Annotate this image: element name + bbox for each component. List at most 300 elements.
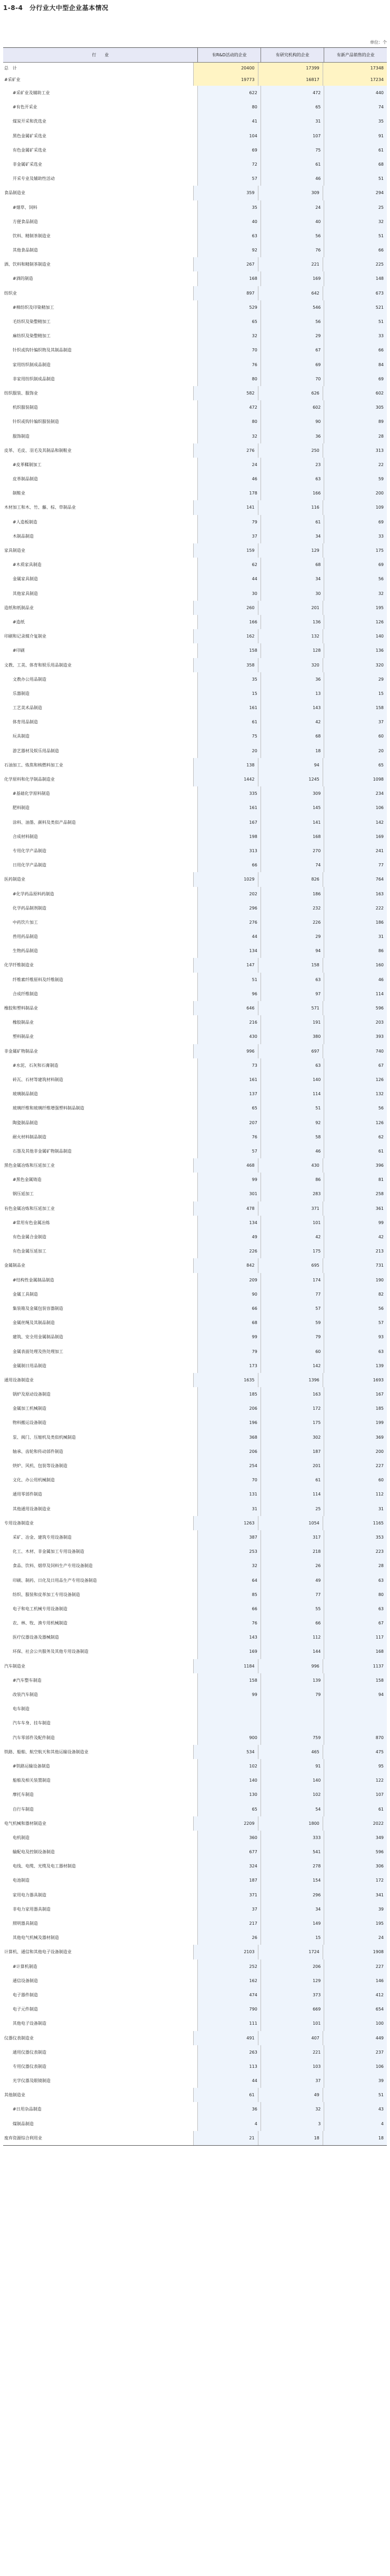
value-newproduct: 306 — [324, 1859, 387, 1873]
value-newproduct: 449 — [323, 2031, 387, 2045]
value-newproduct: 596 — [324, 1845, 387, 1859]
value-rd: 64 — [197, 1573, 261, 1588]
value-research: 79 — [261, 1688, 324, 1702]
table-row — [3, 243, 387, 257]
table-row — [3, 1116, 387, 1130]
industry-name: 耐火材料制品制造 — [13, 1134, 46, 1139]
value-newproduct: 93 — [324, 1330, 387, 1344]
value-rd: 70 — [197, 1473, 261, 1487]
value-rd: 209 — [197, 1273, 261, 1287]
industry-name: 煤炭开采和洗选业 — [13, 119, 46, 124]
industry-name: 游艺器材及娱乐用品制造 — [13, 748, 59, 753]
value-newproduct: 160 — [323, 958, 387, 972]
table-row — [3, 157, 387, 171]
table-row — [3, 2131, 387, 2145]
value-rd — [197, 1716, 261, 1730]
value-research: 172 — [261, 1401, 324, 1416]
industry-name: #印刷 — [13, 648, 25, 653]
industry-name: 建筑、安全用金属制品制造 — [13, 1335, 63, 1340]
industry-name: 电气机械和器材制造业 — [4, 1821, 46, 1826]
value-rd: 158 — [197, 1673, 261, 1688]
value-rd: 21 — [193, 2131, 257, 2145]
value-rd: 37 — [197, 529, 261, 543]
value-rd: 73 — [197, 1058, 261, 1073]
table-row — [3, 429, 387, 443]
table-row — [3, 1816, 387, 1831]
value-research: 186 — [261, 887, 324, 901]
value-research: 51 — [261, 1101, 324, 1115]
table-row — [3, 744, 387, 758]
table-row — [3, 701, 387, 715]
value-newproduct: 190 — [324, 1273, 387, 1287]
table-row — [3, 1130, 387, 1144]
value-research: 30 — [261, 587, 324, 601]
industry-name: #日用杂品制造 — [13, 2107, 42, 2112]
table-row — [3, 1044, 387, 1058]
value-rd: 790 — [197, 2002, 261, 2016]
industry-name: 针织或钩针编织物及其制品制造 — [13, 348, 72, 353]
value-newproduct: 294 — [323, 186, 387, 200]
industry-name: 家用电力器具制造 — [13, 1892, 46, 1897]
value-newproduct: 234 — [324, 786, 387, 801]
value-newproduct: 28 — [324, 429, 387, 443]
value-newproduct: 349 — [324, 1831, 387, 1845]
industry-name: #造纸 — [13, 619, 25, 624]
value-newproduct: 361 — [323, 1201, 387, 1216]
value-research: 97 — [261, 987, 324, 1001]
industry-name: 化学纤维制造业 — [4, 963, 34, 968]
value-rd: 646 — [193, 1001, 257, 1015]
table-row — [3, 400, 387, 415]
table-row — [3, 1029, 387, 1044]
value-rd: 80 — [197, 100, 261, 114]
table-row — [3, 1416, 387, 1430]
value-research: 175 — [261, 1244, 324, 1258]
industry-name: 金属制品业 — [4, 1263, 25, 1268]
industry-name: 化学药品制剂制造 — [13, 905, 46, 911]
value-newproduct: 596 — [323, 1001, 387, 1015]
value-research: 116 — [258, 500, 323, 514]
table-row — [3, 1502, 387, 1516]
industry-name: 输配电及控制设备制造 — [13, 1850, 55, 1855]
table-row — [3, 1931, 387, 1945]
value-research: 1054 — [258, 1516, 323, 1530]
value-rd: 226 — [197, 1244, 261, 1258]
industry-name: 其他电子设备制造 — [13, 2021, 46, 2026]
value-rd: 253 — [197, 1544, 261, 1559]
value-rd: 202 — [197, 887, 261, 901]
value-newproduct — [324, 1716, 387, 1730]
value-newproduct: 475 — [323, 1745, 387, 1759]
value-research: 56 — [261, 315, 324, 329]
industry-name: 纺织、服装和皮革加工专用设备制造 — [13, 1592, 80, 1597]
value-rd: 32 — [197, 1559, 261, 1573]
industry-name: 制鞋业 — [13, 491, 25, 496]
industry-name: 专用设备制造业 — [4, 1520, 34, 1526]
table-row — [3, 572, 387, 586]
table-row — [3, 2045, 387, 2059]
table-row — [3, 1473, 387, 1487]
table-row — [3, 1644, 387, 1659]
industry-name: 金属表面处理及热处理加工 — [13, 1349, 63, 1354]
value-research: 250 — [258, 443, 323, 458]
table-row — [3, 1273, 387, 1287]
table-row — [3, 343, 387, 357]
value-research: 373 — [261, 1988, 324, 2002]
value-newproduct: 29 — [324, 672, 387, 686]
value-newproduct: 63 — [324, 1602, 387, 1616]
table-row — [3, 1945, 387, 1959]
table-row — [3, 229, 387, 243]
table-row — [3, 100, 387, 114]
industry-name: #基础化学原料制造 — [13, 791, 50, 796]
table-row — [3, 1173, 387, 1187]
value-research: 154 — [261, 1873, 324, 1887]
value-research: 129 — [261, 1974, 324, 1988]
value-rd: 46 — [197, 472, 261, 486]
table-row — [3, 973, 387, 987]
value-research: 602 — [261, 400, 324, 415]
industry-name: 计算机、通信和其他电子设备制造业 — [4, 1949, 72, 1955]
value-newproduct: 106 — [324, 801, 387, 815]
value-research: 94 — [258, 758, 323, 772]
value-research: 61 — [261, 157, 324, 171]
value-rd: 31 — [197, 1502, 261, 1516]
table-row — [3, 257, 387, 271]
value-rd: 296 — [197, 901, 261, 915]
value-research: 91 — [261, 1759, 324, 1773]
value-newproduct: 172 — [324, 1873, 387, 1887]
industry-name: 锅炉及原动设备制造 — [13, 1392, 51, 1397]
value-rd: 1184 — [193, 1659, 257, 1673]
industry-name: 陶瓷制品制造 — [13, 1120, 38, 1125]
value-research: 46 — [261, 1144, 324, 1158]
value-research: 143 — [261, 701, 324, 715]
value-research — [261, 1702, 324, 1716]
table-row — [3, 1487, 387, 1501]
industry-name: 采矿、冶金、建筑专用设备制造 — [13, 1534, 72, 1540]
value-rd: 40 — [197, 215, 261, 229]
value-research: 101 — [261, 1216, 324, 1230]
industry-name: 玩具制造 — [13, 734, 29, 739]
value-research: 201 — [258, 601, 323, 615]
value-newproduct: 200 — [324, 1444, 387, 1459]
value-rd: 143 — [197, 1630, 261, 1644]
table-row — [3, 386, 387, 400]
value-research: 49 — [258, 2088, 323, 2102]
value-rd: 472 — [197, 400, 261, 415]
table-row — [3, 2117, 387, 2131]
industry-name: 医疗仪器设备及器械制造 — [13, 1635, 59, 1640]
value-research: 169 — [261, 271, 324, 286]
table-row — [3, 415, 387, 429]
value-research: 40 — [261, 215, 324, 229]
value-rd: 1263 — [193, 1516, 257, 1530]
industry-name: 工艺美术品制造 — [13, 705, 42, 711]
table-header — [3, 48, 387, 63]
value-rd: 99 — [197, 1173, 261, 1187]
table-row — [3, 830, 387, 844]
table-row — [3, 944, 387, 958]
value-research: 642 — [258, 286, 323, 300]
industry-name: 金属加工机械制造 — [13, 1406, 46, 1411]
value-newproduct: 56 — [324, 572, 387, 586]
table-row — [3, 1688, 387, 1702]
value-research: 129 — [258, 543, 323, 558]
value-rd: 20 — [197, 744, 261, 758]
value-newproduct: 225 — [323, 257, 387, 271]
industry-name: 铁路、船舶、航空航天和其他运输设备制造业 — [4, 1749, 88, 1754]
value-newproduct: 393 — [324, 1029, 387, 1044]
value-research: 46 — [261, 171, 324, 186]
value-research: 65 — [261, 100, 324, 114]
industry-name: 光学仪器及眼镜制造 — [13, 2078, 51, 2084]
industry-name: 化工、木材、非金属加工专用设备制造 — [13, 1549, 84, 1554]
industry-name: 合成材料制造 — [13, 834, 38, 839]
value-newproduct: 1098 — [323, 772, 387, 786]
value-research: 107 — [261, 129, 324, 143]
table-row — [3, 1544, 387, 1559]
value-rd: 169 — [197, 1644, 261, 1659]
industry-name: 化学原料和化学制品制造业 — [4, 777, 55, 782]
value-rd: 72 — [197, 157, 261, 171]
value-rd: 158 — [197, 643, 261, 658]
value-rd: 61 — [197, 715, 261, 729]
value-research: 86 — [261, 1173, 324, 1187]
value-research: 79 — [261, 1330, 324, 1344]
value-newproduct: 61 — [324, 143, 387, 157]
value-newproduct: 51 — [323, 2088, 387, 2102]
value-research: 759 — [261, 1731, 324, 1745]
value-newproduct: 51 — [324, 229, 387, 243]
industry-name: 物料搬运设备制造 — [13, 1420, 46, 1426]
industry-name: 毛纺织及染整精加工 — [13, 319, 51, 324]
value-newproduct: 51 — [324, 171, 387, 186]
industry-name: 橡胶和塑料制品业 — [4, 1006, 38, 1011]
value-newproduct: 35 — [324, 114, 387, 128]
table-row — [3, 1073, 387, 1087]
industry-name: 造纸和纸制品业 — [4, 605, 34, 610]
value-rd: 368 — [197, 1430, 261, 1444]
value-newproduct: 222 — [324, 901, 387, 915]
industry-name: 金属丝绳及其制品制造 — [13, 1320, 55, 1326]
value-research: 13 — [261, 686, 324, 701]
value-rd: 66 — [197, 1301, 261, 1316]
value-research: 34 — [261, 1902, 324, 1916]
industry-name: 电机制造 — [13, 1835, 29, 1840]
value-research: 149 — [261, 1916, 324, 1931]
table-row — [3, 1387, 387, 1401]
value-rd: 68 — [197, 1316, 261, 1330]
value-rd: 996 — [193, 1044, 257, 1058]
value-newproduct: 169 — [324, 830, 387, 844]
section-research: 16817 — [258, 74, 323, 86]
industry-name: 煤制品制造 — [13, 2121, 34, 2126]
value-rd: 900 — [197, 1731, 261, 1745]
value-rd: 276 — [193, 443, 257, 458]
value-rd: 1635 — [193, 1373, 257, 1387]
value-rd: 842 — [193, 1258, 257, 1272]
table-row — [3, 458, 387, 472]
value-rd: 104 — [197, 129, 261, 143]
value-research: 626 — [258, 386, 323, 400]
value-rd: 99 — [197, 1330, 261, 1344]
industry-name: 非金属矿采选业 — [13, 161, 42, 167]
value-newproduct: 18 — [323, 2131, 387, 2145]
table-row — [3, 715, 387, 729]
value-research: 465 — [258, 1745, 323, 1759]
table-row — [3, 1588, 387, 1602]
industry-name: 专用化学产品制造 — [13, 848, 46, 853]
value-rd: 75 — [197, 729, 261, 743]
value-research: 1245 — [258, 772, 323, 786]
value-research: 1396 — [258, 1373, 323, 1387]
table-row — [3, 86, 387, 100]
table-row — [3, 658, 387, 672]
table-row — [3, 1158, 387, 1173]
table-row — [3, 286, 387, 300]
value-newproduct: 764 — [323, 872, 387, 886]
table-row — [3, 2059, 387, 2074]
table-row — [3, 2088, 387, 2102]
value-newproduct: 199 — [324, 1416, 387, 1430]
value-rd: 57 — [197, 171, 261, 186]
value-research: 141 — [261, 815, 324, 830]
value-rd: 267 — [193, 257, 257, 271]
value-rd: 335 — [197, 786, 261, 801]
value-rd: 217 — [197, 1916, 261, 1931]
table-row — [3, 2031, 387, 2045]
table-row — [3, 1702, 387, 1716]
value-newproduct: 305 — [324, 400, 387, 415]
value-rd: 30 — [197, 587, 261, 601]
industry-name: 照明器具制造 — [13, 1921, 38, 1926]
value-research: 144 — [261, 1644, 324, 1659]
value-research: 94 — [261, 944, 324, 958]
industry-name: 其他通用设备制造业 — [13, 1506, 51, 1511]
value-research: 24 — [261, 200, 324, 215]
value-newproduct: 81 — [324, 1173, 387, 1187]
value-research: 70 — [261, 372, 324, 386]
table-row — [3, 786, 387, 801]
industry-name: 医药制造业 — [4, 877, 25, 882]
table-row — [3, 1902, 387, 1916]
value-rd: 371 — [197, 1888, 261, 1902]
value-rd: 622 — [197, 86, 261, 100]
value-rd: 206 — [197, 1444, 261, 1459]
industry-name: #水泥、石灰和石膏制造 — [13, 1063, 58, 1068]
value-research: 61 — [261, 1473, 324, 1487]
section-row — [3, 74, 387, 86]
value-newproduct: 175 — [323, 543, 387, 558]
value-rd: 324 — [197, 1859, 261, 1873]
table-row — [3, 1258, 387, 1272]
value-newproduct: 412 — [324, 1988, 387, 2002]
page-title: 1-8-4 分行业大中型企业基本情况 — [3, 4, 109, 12]
table-row — [3, 1244, 387, 1258]
value-newproduct: 69 — [324, 515, 387, 529]
value-research: 221 — [261, 2045, 324, 2059]
value-newproduct: 69 — [324, 558, 387, 572]
table-row — [3, 1187, 387, 1201]
value-newproduct: 227 — [324, 1459, 387, 1473]
industry-name: 中药饮片加工 — [13, 920, 38, 925]
value-newproduct: 43 — [324, 2102, 387, 2116]
industry-name: #铁路运输设备制造 — [13, 1763, 50, 1769]
value-newproduct: 140 — [323, 629, 387, 643]
industry-name: 木材加工和木、竹、藤、棕、草制品业 — [4, 505, 76, 510]
value-newproduct: 77 — [324, 858, 387, 872]
industry-name: 橡胶制品业 — [13, 1020, 34, 1025]
value-rd: 359 — [193, 186, 257, 200]
value-newproduct: 95 — [324, 1759, 387, 1773]
value-rd: 4 — [197, 2117, 261, 2131]
industry-name: 体育用品制造 — [13, 720, 38, 725]
value-research: 221 — [258, 257, 323, 271]
value-newproduct: 227 — [324, 1959, 387, 1974]
value-rd: 134 — [197, 1216, 261, 1230]
value-newproduct: 186 — [324, 915, 387, 930]
value-newproduct: 46 — [324, 973, 387, 987]
value-newproduct: 126 — [324, 1073, 387, 1087]
value-research: 206 — [261, 1959, 324, 1974]
table-row — [3, 1015, 387, 1029]
value-rd: 96 — [197, 987, 261, 1001]
value-rd: 168 — [197, 271, 261, 286]
industry-name: #木质家具制造 — [13, 562, 42, 568]
industry-name: #有色开采业 — [13, 105, 37, 110]
value-rd: 134 — [197, 944, 261, 958]
value-newproduct: 168 — [324, 1644, 387, 1659]
value-newproduct: 195 — [323, 601, 387, 615]
value-research: 29 — [261, 930, 324, 944]
value-newproduct: 440 — [324, 86, 387, 100]
table-row — [3, 171, 387, 186]
industry-name: 机织服装制造 — [13, 405, 38, 410]
value-research: 36 — [261, 672, 324, 686]
value-newproduct: 91 — [324, 129, 387, 143]
industry-name: 家用纺织制成品制造 — [13, 362, 51, 367]
value-newproduct: 167 — [324, 1387, 387, 1401]
table-row — [3, 1401, 387, 1416]
value-newproduct: 237 — [324, 2045, 387, 2059]
value-newproduct: 114 — [324, 987, 387, 1001]
industry-name: 日用化学产品制造 — [13, 863, 46, 868]
value-rd: 24 — [197, 458, 261, 472]
value-research: 32 — [261, 2102, 324, 2116]
table-row — [3, 1802, 387, 1816]
value-research: 18 — [258, 2131, 323, 2145]
value-newproduct: 521 — [324, 300, 387, 315]
value-rd: 80 — [197, 372, 261, 386]
table-body — [3, 86, 387, 2145]
value-rd: 111 — [197, 2016, 261, 2031]
value-newproduct: 122 — [324, 1773, 387, 1787]
value-rd: 167 — [197, 815, 261, 830]
value-research: 430 — [258, 1158, 323, 1173]
value-research: 75 — [261, 143, 324, 157]
value-newproduct: 654 — [324, 2002, 387, 2016]
table-row — [3, 801, 387, 815]
value-newproduct: 213 — [324, 1244, 387, 1258]
value-research: 320 — [258, 658, 323, 672]
value-research: 142 — [261, 1359, 324, 1373]
value-newproduct: 68 — [324, 157, 387, 171]
value-newproduct: 185 — [324, 1401, 387, 1416]
table-row — [3, 558, 387, 572]
value-rd: 358 — [193, 658, 257, 672]
value-research: 309 — [261, 786, 324, 801]
